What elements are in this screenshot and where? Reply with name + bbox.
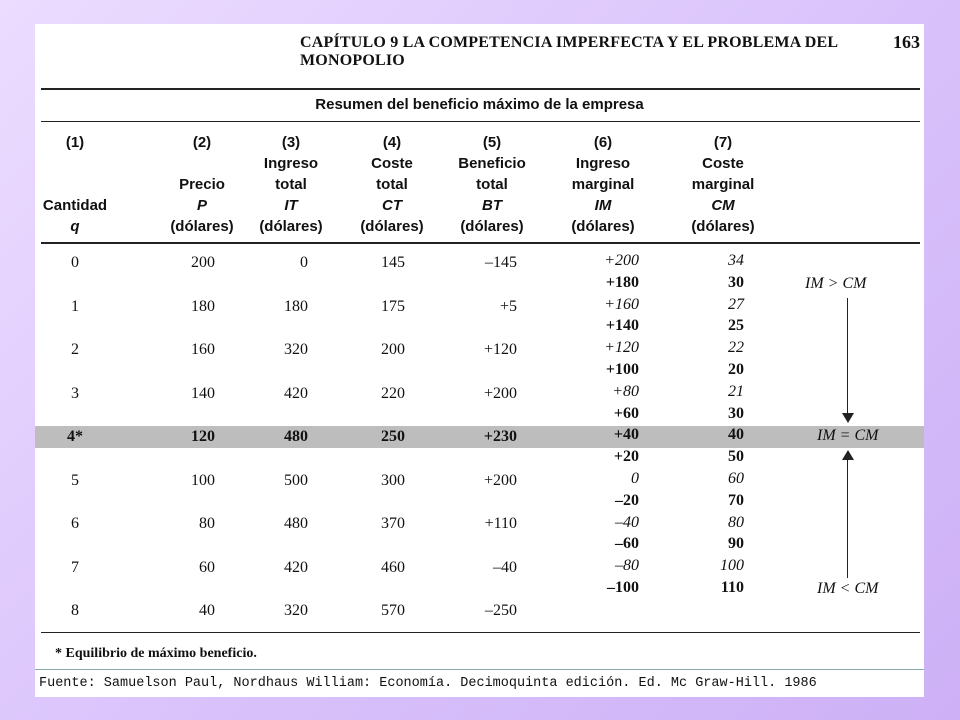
cell-q: 6 bbox=[71, 515, 79, 532]
cell-ct: 300 bbox=[381, 471, 405, 489]
column-unit: (dólares) bbox=[460, 218, 524, 235]
cell-p: 40 bbox=[199, 602, 215, 619]
cell-cm: 110 bbox=[720, 579, 744, 596]
cell-it: 420 bbox=[284, 384, 308, 402]
cell-q: 4* bbox=[67, 428, 83, 445]
cell-ct: 370 bbox=[381, 515, 405, 532]
column-number: (3) bbox=[281, 134, 301, 151]
cell-ct: 200 bbox=[381, 341, 405, 358]
cell-it: 500 bbox=[284, 471, 308, 489]
column-label-line: Beneficio bbox=[458, 155, 526, 172]
cell-im: –60 bbox=[615, 535, 639, 553]
column-symbol: IT bbox=[284, 197, 298, 214]
book-page bbox=[35, 24, 924, 672]
cell-bt: –250 bbox=[485, 602, 517, 619]
cell-ct: 460 bbox=[381, 558, 405, 576]
cell-ct: 570 bbox=[381, 602, 405, 619]
cell-q: 1 bbox=[71, 297, 79, 315]
column-symbol: P bbox=[196, 197, 207, 214]
column-header-3 bbox=[236, 132, 346, 237]
column-header-5 bbox=[437, 132, 547, 237]
cell-it: 480 bbox=[284, 515, 308, 532]
cell-bt: +120 bbox=[483, 341, 517, 358]
cell-q: 7 bbox=[71, 558, 79, 576]
cell-cm: 70 bbox=[728, 491, 744, 509]
cell-p: 180 bbox=[191, 297, 215, 315]
cell-im: +120 bbox=[604, 339, 639, 357]
page-number: 163 bbox=[893, 32, 920, 52]
cell-cm: 90 bbox=[728, 535, 744, 553]
cell-q: 0 bbox=[71, 254, 79, 271]
cell-cm: 60 bbox=[728, 470, 744, 487]
column-header-6 bbox=[548, 132, 658, 237]
cell-im: –40 bbox=[615, 513, 639, 531]
cell-cm: 80 bbox=[728, 513, 744, 531]
cell-cm: 100 bbox=[720, 557, 744, 575]
chapter-title: CAPÍTULO 9 LA COMPETENCIA IMPERFECTA Y EL PROBLEMA DEL MONOPOLIO bbox=[300, 34, 838, 69]
cell-bt: –40 bbox=[493, 558, 517, 576]
column-number: (2) bbox=[192, 134, 212, 151]
column-label-line: Cantidad bbox=[42, 197, 108, 214]
cell-it: 180 bbox=[284, 297, 308, 315]
cell-im: +60 bbox=[613, 404, 639, 422]
cell-cm: 30 bbox=[728, 404, 744, 422]
cell-cm: 34 bbox=[728, 252, 744, 269]
cell-cm: 21 bbox=[728, 382, 744, 400]
column-number: (1) bbox=[65, 134, 85, 151]
cell-bt: –145 bbox=[485, 254, 517, 271]
title-rule bbox=[41, 121, 920, 122]
column-symbol: IM bbox=[594, 197, 612, 214]
cell-it: 320 bbox=[284, 341, 308, 358]
column-number: (5) bbox=[482, 134, 502, 151]
column-label-line: total bbox=[376, 176, 408, 193]
cell-im: –80 bbox=[615, 557, 639, 575]
page-header bbox=[35, 26, 924, 69]
cell-ct: 250 bbox=[381, 428, 405, 445]
cell-q: 3 bbox=[71, 384, 79, 402]
cell-im: +140 bbox=[605, 317, 639, 335]
cell-cm: 40 bbox=[728, 426, 744, 444]
column-symbol: CM bbox=[711, 197, 735, 214]
column-number: (7) bbox=[713, 134, 733, 151]
column-label-line: total bbox=[476, 176, 508, 193]
column-symbol: q bbox=[70, 218, 80, 235]
table-title: Resumen del beneficio máximo de la empresa bbox=[315, 96, 644, 113]
column-label-line: Coste bbox=[702, 155, 744, 172]
up-arrow-head-icon bbox=[842, 450, 854, 460]
cell-im: +20 bbox=[613, 448, 639, 466]
annotation-im-greater-cm: IM > CM bbox=[805, 275, 867, 292]
column-symbol: CT bbox=[382, 197, 402, 214]
cell-cm: 27 bbox=[728, 295, 744, 313]
cell-p: 80 bbox=[199, 515, 215, 532]
cell-ct: 145 bbox=[381, 254, 405, 271]
annotation-im-equals-cm: IM = CM bbox=[817, 427, 879, 444]
cell-cm: 30 bbox=[728, 273, 744, 291]
column-header-1 bbox=[35, 132, 130, 237]
cell-im: –20 bbox=[615, 491, 639, 509]
down-arrow-head-icon bbox=[842, 413, 854, 423]
cell-ct: 220 bbox=[381, 384, 405, 402]
annotation-im-less-cm: IM < CM bbox=[817, 580, 879, 597]
column-label-line: Precio bbox=[179, 176, 225, 193]
cell-bt: +230 bbox=[483, 428, 517, 445]
cell-im: +80 bbox=[612, 382, 639, 400]
cell-cm: 20 bbox=[728, 361, 744, 378]
cell-cm: 22 bbox=[728, 339, 744, 357]
cell-im: +180 bbox=[605, 273, 639, 291]
cell-it: 480 bbox=[284, 428, 308, 445]
cell-p: 100 bbox=[191, 471, 215, 489]
cell-im: +40 bbox=[613, 426, 639, 444]
column-unit: (dólares) bbox=[360, 218, 424, 235]
cell-it: 420 bbox=[284, 558, 308, 576]
source-citation: Fuente: Samuelson Paul, Nordhaus William: Economía. Decimoquinta edición. Ed. Mc Graw-Hill. 1986 bbox=[35, 669, 924, 697]
column-label-line: total bbox=[275, 176, 307, 193]
column-label-line: Coste bbox=[371, 155, 413, 172]
cell-q: 8 bbox=[71, 602, 79, 619]
top-rule bbox=[41, 88, 920, 90]
cell-bt: +200 bbox=[483, 471, 517, 489]
cell-bt: +110 bbox=[484, 515, 517, 532]
down-arrow-line bbox=[847, 298, 848, 414]
cell-ct: 175 bbox=[381, 297, 405, 315]
column-header-7 bbox=[668, 132, 778, 237]
column-number: (4) bbox=[382, 134, 402, 151]
cell-it: 320 bbox=[284, 602, 308, 619]
column-label-line: Ingreso bbox=[263, 155, 319, 172]
bottom-rule bbox=[41, 632, 920, 633]
column-label-line: Ingreso bbox=[575, 155, 631, 172]
cell-it: 0 bbox=[300, 254, 308, 271]
cell-q: 2 bbox=[71, 341, 79, 358]
cell-p: 60 bbox=[199, 558, 215, 576]
column-number: (6) bbox=[593, 134, 613, 151]
column-unit: (dólares) bbox=[571, 218, 635, 235]
cell-cm: 50 bbox=[728, 448, 744, 466]
column-symbol: BT bbox=[482, 197, 502, 214]
cell-p: 140 bbox=[191, 384, 215, 402]
cell-im: +100 bbox=[605, 361, 639, 378]
cell-q: 5 bbox=[71, 471, 79, 489]
column-label-line: marginal bbox=[571, 176, 635, 193]
cell-bt: +5 bbox=[499, 297, 517, 315]
cell-cm: 25 bbox=[728, 317, 744, 335]
cell-p: 120 bbox=[191, 428, 215, 445]
cell-bt: +200 bbox=[483, 384, 517, 402]
header-rule bbox=[41, 242, 920, 244]
cell-p: 200 bbox=[191, 254, 215, 271]
cell-im: –100 bbox=[607, 579, 639, 596]
footnote: * Equilibrio de máximo beneficio. bbox=[55, 646, 257, 661]
column-header-4 bbox=[337, 132, 447, 237]
cell-im: 0 bbox=[631, 470, 639, 487]
cell-p: 160 bbox=[191, 341, 215, 358]
column-label-line: marginal bbox=[691, 176, 755, 193]
column-unit: (dólares) bbox=[691, 218, 755, 235]
cell-im: +160 bbox=[604, 295, 639, 313]
column-unit: (dólares) bbox=[259, 218, 323, 235]
column-unit: (dólares) bbox=[170, 218, 234, 235]
up-arrow-line bbox=[847, 460, 848, 578]
cell-im: +200 bbox=[604, 252, 639, 269]
